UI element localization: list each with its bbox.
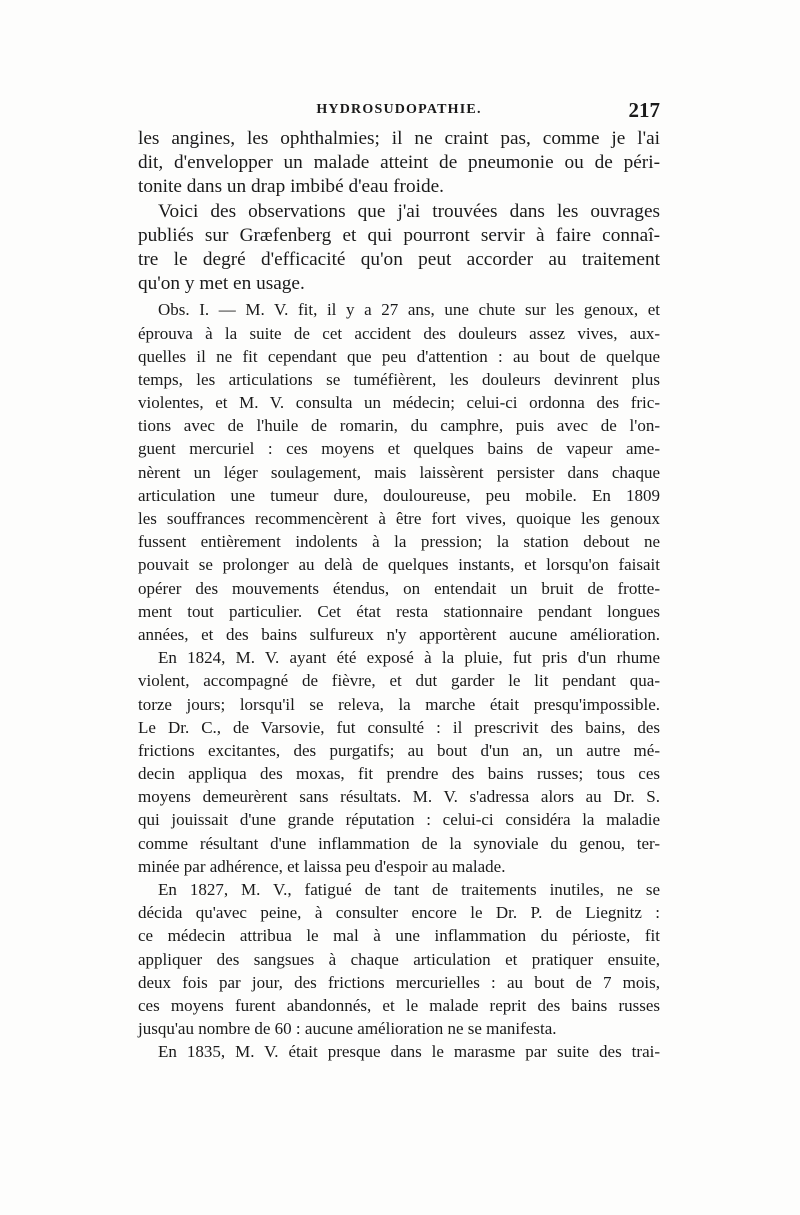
paragraph-1827 xyxy=(138,878,660,1040)
text-line: publiés sur Græfenberg et qui pourront servir à faire connaî- xyxy=(138,224,660,246)
body-large-type xyxy=(138,127,660,296)
text-line: années, et des bains sulfureux n'y apportèrent aucune amélioration. xyxy=(138,624,660,644)
text-line: articulation une tumeur dure, douloureuse, peu mobile. En 1809 xyxy=(138,485,660,505)
text-line: torze jours; lorsqu'il se releva, la marche était presqu'impossible. xyxy=(138,694,660,714)
text-line: nèrent un léger soulagement, mais laissèrent persister dans chaque xyxy=(138,462,660,482)
text-line: qui jouissait d'une grande réputation : celui-ci considéra la maladie xyxy=(138,810,660,830)
text-line: quelles il ne fit cependant que peu d'attention : au bout de quelque xyxy=(138,346,660,366)
text-line: ces moyens furent abandonnés, et le malade reprit des bains russes xyxy=(138,995,660,1015)
body-small-type xyxy=(138,298,660,1063)
text-line: opérer des mouvements étendus, on entendait un bruit de frotte- xyxy=(138,578,660,598)
text-line: les souffrances recommencèrent à être fort vives, quoique les genoux xyxy=(138,509,660,528)
text-line: Obs. I. — M. V. fit, il y a 27 ans, une chute sur les genoux, et xyxy=(158,300,660,320)
paragraph-observations-intro xyxy=(138,200,660,297)
page-number: 217 xyxy=(628,98,660,122)
paragraph-observation-1 xyxy=(138,298,660,646)
text-line: fussent entièrement indolents à la pression; la station debout ne xyxy=(138,532,660,552)
text-line: deux fois par jour, des frictions mercurielles : au bout de 7 mois, xyxy=(138,972,660,992)
text-line: les angines, les ophthalmies; il ne craint pas, comme je l'ai xyxy=(138,128,660,149)
text-line: tions avec de l'huile de romarin, du camphre, puis avec de l'on- xyxy=(138,416,660,436)
text-line: guent mercuriel : ces moyens et quelques bains de vapeur ame- xyxy=(138,439,660,459)
text-line: ment tout particulier. Cet état resta stationnaire pendant longues xyxy=(138,601,660,621)
text-line: violentes, et M. V. consulta un médecin; celui-ci ordonna des fric- xyxy=(138,393,660,413)
text-line: moyens demeurèrent sans résultats. M. V. s'adressa alors au Dr. S. xyxy=(138,787,660,807)
text-line: appliquer des sangsues à chaque articulation et pratiquer ensuite, xyxy=(138,949,660,969)
text-line: pouvait se prolonger au delà de quelques instants, et lorsqu'on faisait xyxy=(138,555,660,575)
text-line: decin appliqua des moxas, fit prendre des bains russes; tous ces xyxy=(138,764,660,784)
running-head xyxy=(138,100,660,124)
text-line: tre le degré d'efficacité qu'on peut accorder au traitement xyxy=(138,248,660,270)
running-title: HYDROSUDOPATHIE. xyxy=(316,102,482,117)
text-line: décida qu'avec peine, à consulter encore le Dr. P. de Liegnitz : xyxy=(138,903,660,923)
text-line: minée par adhérence, et laissa peu d'espoir au malade. xyxy=(138,856,506,876)
text-line: violent, accompagné de fièvre, et dut garder le lit pendant qua- xyxy=(138,671,660,691)
text-line: ce médecin attribua le mal à une inflammation du périoste, fit xyxy=(138,926,660,946)
text-line: temps, les articulations se tuméfièrent, les douleurs devinrent plus xyxy=(138,369,660,389)
paragraph-1835 xyxy=(138,1040,660,1063)
text-line: frictions excitantes, des purgatifs; au bout d'un an, un autre mé- xyxy=(138,740,660,760)
text-line: dit, d'envelopper un malade atteint de pneumonie ou de péri- xyxy=(138,152,660,174)
text-line: En 1824, M. V. ayant été exposé à la pluie, fut pris d'un rhume xyxy=(158,648,660,668)
text-line: tonite dans un drap imbibé d'eau froide. xyxy=(138,176,444,198)
text-line: éprouva à la suite de cet accident des douleurs assez vives, aux- xyxy=(138,323,660,343)
text-line: En 1827, M. V., fatigué de tant de traitements inutiles, ne se xyxy=(158,880,660,899)
text-block xyxy=(138,127,660,1064)
text-line: jusqu'au nombre de 60 : aucune amélioration ne se manifesta. xyxy=(138,1019,557,1039)
paragraph-1824 xyxy=(138,646,660,878)
paragraph-intro xyxy=(138,127,660,200)
text-line: Le Dr. C., de Varsovie, fut consulté : il prescrivit des bains, des xyxy=(138,717,660,737)
text-line: En 1835, M. V. était presque dans le marasme par suite des trai- xyxy=(158,1042,660,1062)
text-line: Voici des observations que j'ai trouvées dans les ouvrages xyxy=(158,200,660,222)
text-line: comme résultant d'une inflammation de la synoviale du genou, ter- xyxy=(138,833,660,853)
text-line: qu'on y met en usage. xyxy=(138,273,305,295)
